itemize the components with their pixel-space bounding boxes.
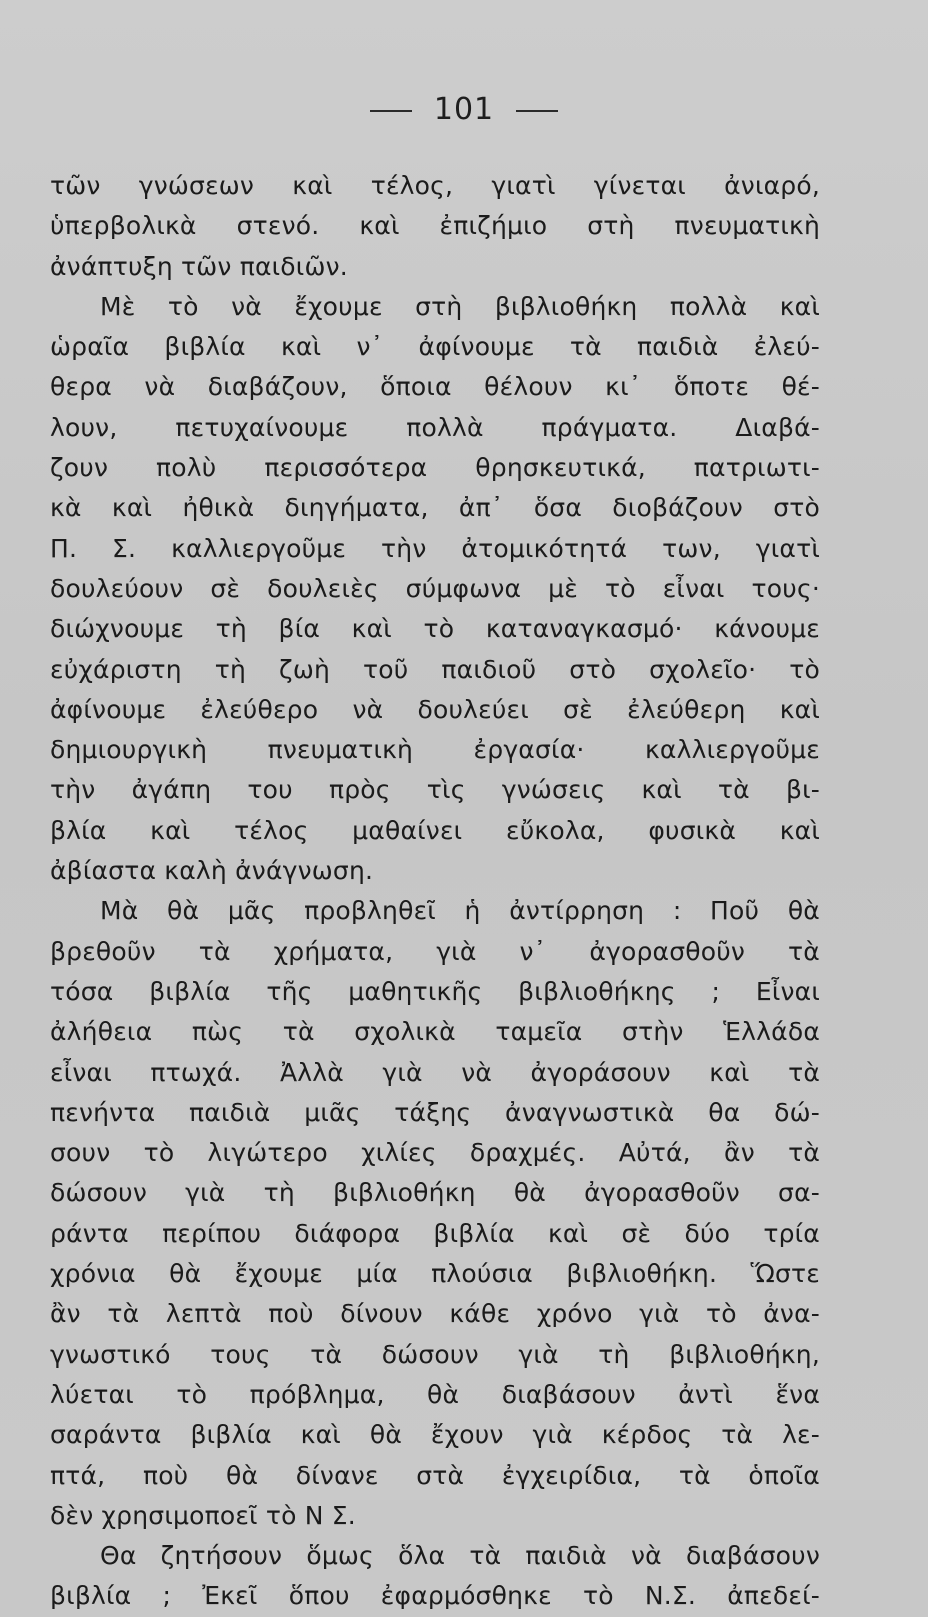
text-line: Μὲ τὸ νὰ ἔχουμε στὴ βιβλιοθήκη πολλὰ καὶ xyxy=(100,291,820,321)
page-number: 101 xyxy=(433,92,495,127)
text-line: βλία καὶ τέλος μαθαίνει εὔκολα, φυσικὰ καὶ xyxy=(50,815,820,845)
text-line: κὰ καὶ ἠθικὰ διηγήματα, ἀπ᾽ ὅσα διοβάζουν στὸ xyxy=(50,493,820,523)
text-line: τὴν ἀγάπη του πρὸς τὶς γνώσεις καὶ τὰ βι- xyxy=(50,775,820,805)
text-line: διώχνουμε τὴ βία καὶ τὸ καταναγκασμό· κάνουμε xyxy=(50,614,820,644)
text-line: ὡραῖα βιβλία καὶ ν᾽ ἀφίνουμε τὰ παιδιὰ ἐλεύ- xyxy=(50,332,820,362)
text-line: λύεται τὸ πρόβλημα, θὰ διαβάσουν ἀντὶ ἕνα xyxy=(50,1379,820,1409)
text-line: πενήντα παιδιὰ μιᾶς τάξης ἀναγνωστικὰ θα δώ- xyxy=(50,1097,820,1127)
text-line: Π. Σ. καλλιεργοῦμε τὴν ἀτομικότητά των, γιατὶ xyxy=(50,533,820,563)
body-text xyxy=(50,166,820,1617)
left-dash xyxy=(370,110,412,112)
text-line: δώσουν γιὰ τὴ βιβλιοθήκη θὰ ἀγορασθοῦν σα- xyxy=(50,1178,820,1208)
text-line: θερα νὰ διαβάζουν, ὅποια θέλουν κι᾽ ὅποτε θέ- xyxy=(50,372,820,402)
text-line: βιβλία ; Ἐκεῖ ὅπου ἐφαρμόσθηκε τὸ Ν.Σ. ἀπεδεί- xyxy=(50,1581,820,1611)
page-number-header xyxy=(0,92,928,127)
text-line: ἀφίνουμε ἐλεύθερο νὰ δουλεύει σὲ ἐλεύθερη καὶ xyxy=(50,694,820,724)
text-line: δημιουργικὴ πνευματικὴ ἐργασία· καλλιεργοῦμε xyxy=(50,735,820,765)
text-line: ζουν πολὺ περισσότερα θρησκευτικά, πατριωτι- xyxy=(50,453,820,483)
text-line: σαράντα βιβλία καὶ θὰ ἔχουν γιὰ κέρδος τὰ λε- xyxy=(50,1420,820,1450)
text-line: δουλεύουν σὲ δουλειὲς σύμφωνα μὲ τὸ εἶναι τους· xyxy=(50,573,820,603)
right-dash xyxy=(516,110,558,112)
text-line: πτά, ποὺ θὰ δίνανε στὰ ἐγχειρίδια, τὰ ὁποῖα xyxy=(50,1460,820,1490)
text-line: ράντα περίπου διάφορα βιβλία καὶ σὲ δύο τρία xyxy=(50,1218,820,1248)
text-line: τῶν γνώσεων καὶ τέλος, γιατὶ γίνεται ἀνιαρό, xyxy=(50,171,820,200)
text-line: τόσα βιβλία τῆς μαθητικῆς βιβλιοθήκης ; Εἶναι xyxy=(50,976,820,1006)
text-line: βρεθοῦν τὰ χρήματα, γιὰ ν᾽ ἀγορασθοῦν τὰ xyxy=(50,936,820,966)
text-line: χρόνια θὰ ἔχουμε μία πλούσια βιβλιοθήκη. Ὥστε xyxy=(50,1259,820,1289)
text-line: εἶναι πτωχά. Ἀλλὰ γιὰ νὰ ἀγοράσουν καὶ τὰ xyxy=(50,1057,820,1087)
text-line: ἂν τὰ λεπτὰ ποὺ δίνουν κάθε χρόνο γιὰ τὸ ἀνα- xyxy=(50,1299,820,1329)
text-line: ὑπερβολικὰ στενό. καὶ ἐπιζήμιο στὴ πνευματικὴ xyxy=(50,211,820,241)
text-line: Θα ζητήσουν ὅμως ὅλα τὰ παιδιὰ νὰ διαβάσουν xyxy=(100,1541,820,1571)
text-line: γνωστικό τους τὰ δώσουν γιὰ τὴ βιβλιοθήκη, xyxy=(50,1339,820,1369)
text-line: δὲν χρησιμοποεῖ τὸ Ν Σ. xyxy=(50,1500,356,1530)
text-line: σουν τὸ λιγώτερο χιλίες δραχμές. Αὐτά, ἂν τὰ xyxy=(50,1138,820,1168)
text-line: λουν, πετυχαίνουμε πολλὰ πράγματα. Διαβά- xyxy=(50,412,820,442)
text-line: ἀβίαστα καλὴ ἀνάγνωση. xyxy=(50,856,374,886)
text-line: εὐχάριστη τὴ ζωὴ τοῦ παιδιοῦ στὸ σχολεῖο· τὸ xyxy=(50,654,820,684)
text-line: ἀνάπτυξη τῶν παιδιῶν. xyxy=(50,251,348,281)
text-line: Μὰ θὰ μᾶς προβληθεῖ ἡ ἀντίρρηση : Ποῦ θὰ xyxy=(100,896,820,926)
text-line: ἀλήθεια πὼς τὰ σχολικὰ ταμεῖα στὴν Ἑλλάδα xyxy=(50,1017,820,1047)
